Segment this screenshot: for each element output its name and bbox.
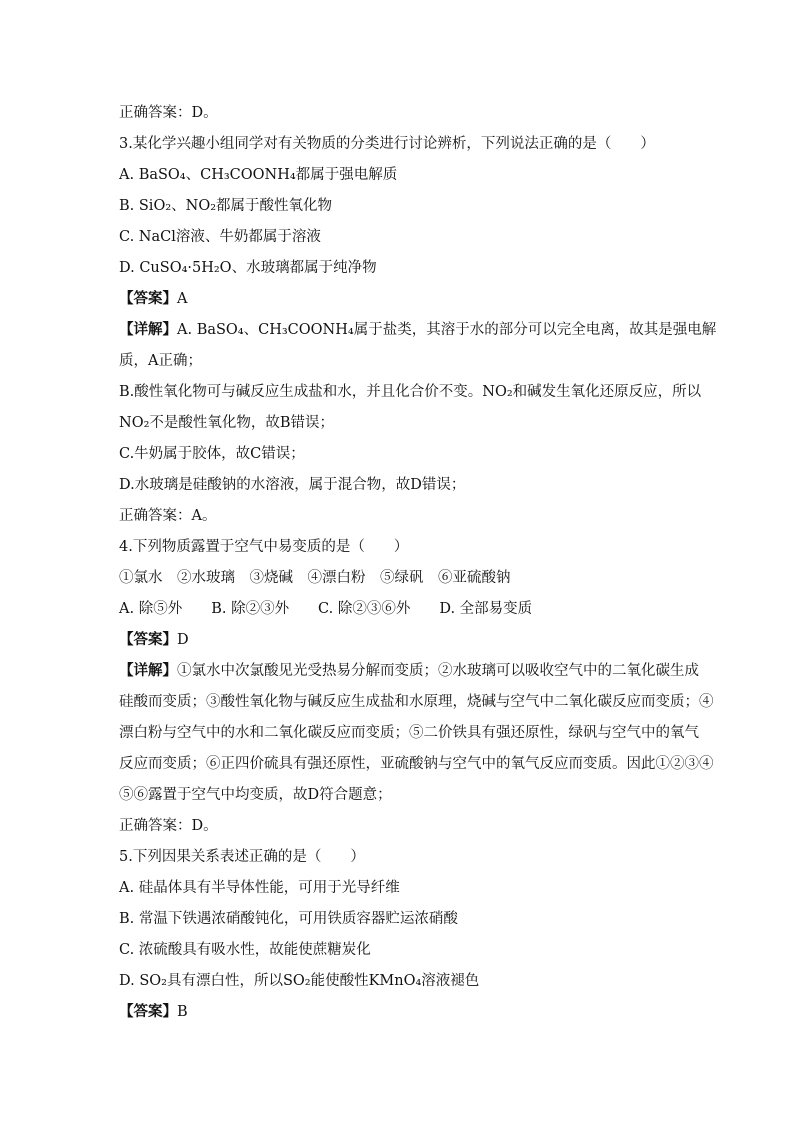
q4-detail-3: 漂白粉与空气中的水和二氧化碳反应而变质；⑤二价铁具有强还原性，绿矾与空气中的氧气 — [119, 725, 699, 741]
q3-option-b: B. SiO₂、NO₂都属于酸性氧化物 — [119, 198, 333, 214]
q4-detail-2: 硅酸而变质；③酸性氧化物与碱反应生成盐和水原理，烧碱与空气中二氧化碳反应而变质；④ — [119, 694, 714, 710]
q3-detail-3: B.酸性氧化物可与碱反应生成盐和水，并且化合价不变。NO₂和碱发生氧化还原反应，所以 — [119, 384, 702, 400]
q3-option-a: A. BaSO₄、CH₃COONH₄都属于强电解质 — [119, 167, 398, 183]
q5-option-d: D. SO₂具有漂白性，所以SO₂能使酸性KMnO₄溶液褪色 — [119, 973, 480, 989]
q3-detail-2: 质，A正确； — [119, 353, 202, 369]
answer-label: 【答案】 — [119, 290, 177, 307]
q4-options: A. 除⑤外 B. 除②③外 C. 除②③⑥外 D. 全部易变质 — [119, 601, 533, 617]
q4-answer — [119, 630, 679, 650]
q3-detail-5: C.牛奶属于胶体，故C错误； — [119, 446, 305, 462]
q5-option-c: C. 浓硫酸具有吸水性，故能使蔗糖炭化 — [119, 942, 371, 958]
q3-answer — [119, 289, 679, 309]
answer-label: 【答案】 — [119, 1003, 177, 1020]
q4-answer-line: 正确答案：D。 — [119, 818, 218, 834]
q5-stem: 5.下列因果关系表述正确的是（ ） — [119, 849, 365, 865]
q4-stem: 4.下列物质露置于空气中易变质的是（ ） — [119, 539, 409, 555]
detail-text: A. BaSO₄、CH₃COONH₄属于盐类，其溶于水的部分可以完全电离，故其是强电解 — [177, 322, 717, 338]
detail-label: 【详解】 — [119, 321, 177, 338]
answer-value: A — [177, 291, 188, 307]
q3-option-d: D. CuSO₄·5H₂O、水玻璃都属于纯净物 — [119, 260, 377, 276]
detail-label: 【详解】 — [119, 662, 177, 679]
q2-answer-line: 正确答案：D。 — [119, 105, 218, 121]
q4-detail-5: ⑤⑥露置于空气中均变质，故D符合题意； — [119, 787, 392, 803]
q3-stem: 3.某化学兴趣小组同学对有关物质的分类进行讨论辨析，下列说法正确的是（ ） — [119, 136, 655, 152]
q3-option-c: C. NaCl溶液、牛奶都属于溶液 — [119, 229, 321, 245]
q5-option-b: B. 常温下铁遇浓硝酸钝化，可用铁质容器贮运浓硝酸 — [119, 911, 458, 927]
answer-value: B — [177, 1004, 188, 1020]
q4-items: ①氯水 ②水玻璃 ③烧碱 ④漂白粉 ⑤绿矾 ⑥亚硫酸钠 — [119, 570, 511, 586]
q3-detail-1 — [119, 320, 717, 340]
answer-label: 【答案】 — [119, 631, 177, 648]
q3-answer-line: 正确答案：A。 — [119, 508, 217, 524]
q5-option-a: A. 硅晶体具有半导体性能，可用于光导纤维 — [119, 880, 400, 896]
answer-value: D — [177, 632, 189, 648]
q4-detail-4: 反应而变质；⑥正四价硫具有强还原性，亚硫酸钠与空气中的氧气反应而变质。因此①②③④ — [119, 756, 714, 772]
q3-detail-4: NO₂不是酸性氧化物，故B错误； — [119, 415, 335, 431]
detail-text: ①氯水中次氯酸见光受热易分解而变质；②水玻璃可以吸收空气中的二氧化碳生成 — [177, 663, 699, 679]
q4-detail-1 — [119, 661, 699, 681]
q3-detail-6: D.水玻璃是硅酸钠的水溶液，属于混合物，故D错误； — [119, 477, 466, 493]
q5-answer — [119, 1002, 679, 1022]
